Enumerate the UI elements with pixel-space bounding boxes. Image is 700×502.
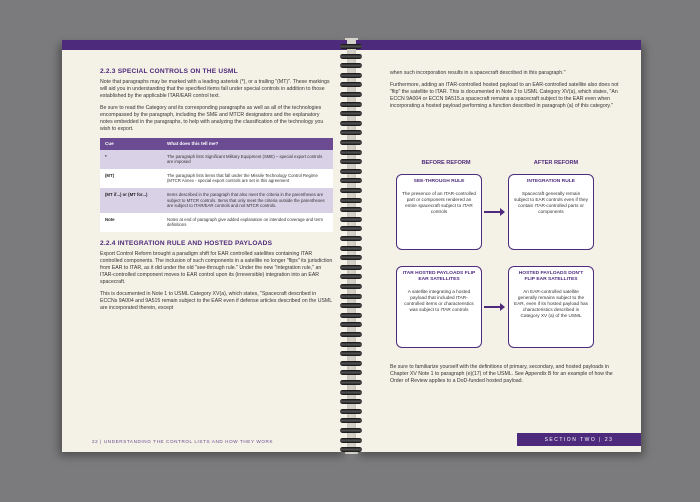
box-title: ITAR HOSTED PAYLOADS FLIP EAR SATELLITES bbox=[402, 271, 476, 282]
spiral-coil bbox=[340, 380, 362, 385]
table-cell-cue: (MT if...) or (MT for...) bbox=[100, 188, 162, 213]
table-cell-text: The paragraph lists items that fall under the Missile Technology Control Regime (MTCR Annex - special export controls are set in this agreement bbox=[162, 169, 333, 188]
spiral-coil bbox=[340, 111, 362, 116]
heading-special-controls: 2.2.3 SPECIAL CONTROLS ON THE USML bbox=[100, 68, 238, 75]
spiral-coil bbox=[340, 274, 362, 279]
table-cell-text: The paragraph lists Significant Military Equipment (SME) – special export controls are imposed bbox=[162, 150, 333, 169]
right-page bbox=[356, 40, 641, 452]
spiral-coil bbox=[340, 303, 362, 308]
left-content bbox=[100, 68, 333, 317]
spiral-coil bbox=[340, 169, 362, 174]
spiral-coil bbox=[340, 246, 362, 251]
paragraph: Note that paragraphs may be marked with a leading asterisk (*), or a trailing "(MT)". These markings will aid you in understanding that the specified items fall under special controls in addition to those established by the applicable ITAR/EAR control text. bbox=[100, 79, 330, 99]
spiral-coil bbox=[340, 226, 362, 231]
right-content bbox=[390, 70, 623, 115]
spiral-coil bbox=[340, 351, 362, 356]
spiral-coil bbox=[340, 332, 362, 337]
spiral-coil bbox=[340, 236, 362, 241]
spiral-coil bbox=[340, 390, 362, 395]
spiral-coil bbox=[340, 265, 362, 270]
cue-table bbox=[100, 138, 333, 232]
spiral-coil bbox=[340, 409, 362, 414]
spiral-coil bbox=[340, 322, 362, 327]
after-reform-heading: AFTER REFORM bbox=[533, 160, 579, 166]
table-cell-cue: Note bbox=[100, 213, 162, 232]
hosted-payloads-box bbox=[508, 266, 594, 348]
spiral-coil bbox=[340, 438, 362, 443]
spiral-coil bbox=[340, 207, 362, 212]
box-title: HOSTED PAYLOADS DON'T FLIP EAR SATELLITES bbox=[518, 271, 584, 282]
spiral-coil bbox=[340, 370, 362, 375]
spiral-coil bbox=[340, 313, 362, 318]
paragraph: Export Control Reform brought a paradigm shift for EAR controlled satellites containing ITAR controlled components. The inclusion of such components in a satellite no longer "flips" its jurisdiction from EAR to ITAR, as it did under the old "see-through rule." Under the new "integration rule," an ITAR-controlled component moves to EAR control upon its (irreversible) integration into an EAR spacecraft. bbox=[100, 250, 333, 285]
spiral-coil bbox=[340, 361, 362, 366]
spiral-coil bbox=[340, 428, 362, 433]
spiral-coil bbox=[340, 284, 362, 289]
spiral-coil bbox=[340, 150, 362, 155]
spiral-coil bbox=[340, 92, 362, 97]
box-title: SEE-THROUGH RULE bbox=[413, 179, 465, 184]
box-text: An EAR-controlled satellite generally remains subject to the EAR, even if its hosted payload has characteristics described in Category XV (a) of the USML bbox=[514, 289, 589, 318]
spiral-coil bbox=[340, 121, 362, 126]
right-content-bottom bbox=[390, 364, 623, 390]
itar-hosted-payloads-box bbox=[396, 266, 482, 348]
paragraph: when such incorporation results in a spacecraft described in this paragraph." bbox=[390, 70, 566, 76]
right-header-band bbox=[356, 40, 641, 50]
box-text: Spacecraft generally remain subject to EAR controls even if they contain ITAR-controlled parts or components bbox=[514, 191, 588, 214]
spiral-coil bbox=[340, 188, 362, 193]
paragraph: Furthermore, adding an ITAR-controlled hosted payload to an EAR-controlled satellite also does not "flip" the satellite to ITAR. This is documented in Note 2 to USML Category XV(a), which states, "An ECCN 9A004 or ECCN 9A515.a spacecraft remains a spacecraft subject to the EAR even when incorporating a hosted payload performing a function described in paragraph (a) of this category." bbox=[390, 82, 619, 109]
left-header-band bbox=[62, 40, 347, 50]
spiral-coil bbox=[340, 342, 362, 347]
spiral-coil bbox=[340, 159, 362, 164]
spiral-coil bbox=[340, 54, 362, 59]
table-header-cue: Cue bbox=[100, 138, 162, 150]
see-through-rule-box bbox=[396, 174, 482, 250]
box-text: The presence of an ITAR-controlled part or component rendered an entire spacecraft subject to ITAR controls bbox=[402, 191, 476, 214]
box-title: INTEGRATION RULE bbox=[527, 179, 575, 184]
spiral-coil bbox=[340, 82, 362, 87]
spiral-coil bbox=[340, 63, 362, 68]
spiral-coil bbox=[340, 73, 362, 78]
spiral-coil bbox=[340, 198, 362, 203]
table-cell-cue: * bbox=[100, 150, 162, 169]
paragraph: Be sure to read the Category and its corresponding paragraphs as well as all of the technologies encompassed by the paragraph, including the SME and MTCR designators and the explanatory notes embedded in the paragraphs, to help with analyzing the classification of the technology you wish to export. bbox=[100, 105, 324, 132]
spiral-coil bbox=[340, 418, 362, 423]
right-footer: SECTION TWO | 23 bbox=[517, 433, 641, 446]
table-cell-cue: (MT) bbox=[100, 169, 162, 188]
spiral-coil bbox=[340, 140, 362, 145]
spiral-coil bbox=[340, 217, 362, 222]
box-text: A satellite integrating a hosted payload that included ITAR-controlled items or characteristics was subject to ITAR controls bbox=[404, 289, 474, 312]
spiral-coil bbox=[340, 447, 362, 452]
arrow-right-icon bbox=[484, 306, 503, 308]
integration-rule-box bbox=[508, 174, 594, 250]
paragraph: This is documented in Note 1 to USML Category XV(a), which states, "Spacecraft described in ECCNs 9A004 and 9A515 remain subject to the EAR even if defense articles described on the USML are incorporated therein, except bbox=[100, 290, 332, 311]
spiral-coil bbox=[340, 399, 362, 404]
spiral-coil bbox=[340, 178, 362, 183]
spiral-coil bbox=[340, 44, 362, 49]
spiral-coil bbox=[340, 130, 362, 135]
table-row bbox=[100, 213, 333, 232]
left-page bbox=[62, 40, 347, 452]
table-header-meaning: What does this tell me? bbox=[162, 138, 333, 150]
table-cell-text: Items described in the paragraph that also meet the criteria in the parentheses are subject to MTCR controls. Items that only meet the criteria outside the parentheses are subject to ITAR/EAR controls and not MTCR controls. bbox=[162, 188, 333, 213]
left-footer: 22 | UNDERSTANDING THE CONTROL LISTS AND HOW THEY WORK bbox=[92, 439, 274, 444]
spiral-coil bbox=[340, 255, 362, 260]
table-row bbox=[100, 150, 333, 169]
spiral-coil bbox=[340, 294, 362, 299]
table-row bbox=[100, 188, 333, 213]
spiral-coil bbox=[340, 102, 362, 107]
paragraph: Be sure to familiarize yourself with the definitions of primary, secondary, and hosted payloads in Chapter XV Note 1 to paragraph (e)(17) of the USML. See Appendix B for an example of how the Order of Review applies to a DoD-funded hosted payload. bbox=[390, 364, 613, 384]
before-reform-heading: BEFORE REFORM bbox=[421, 160, 471, 166]
heading-integration-rule: 2.2.4 INTEGRATION RULE AND HOSTED PAYLOADS bbox=[100, 239, 273, 247]
table-row bbox=[100, 169, 333, 188]
table-cell-text: Notes at end of paragraph give added explanation on intended coverage and term definitions bbox=[162, 213, 333, 232]
arrow-right-icon bbox=[484, 211, 503, 213]
